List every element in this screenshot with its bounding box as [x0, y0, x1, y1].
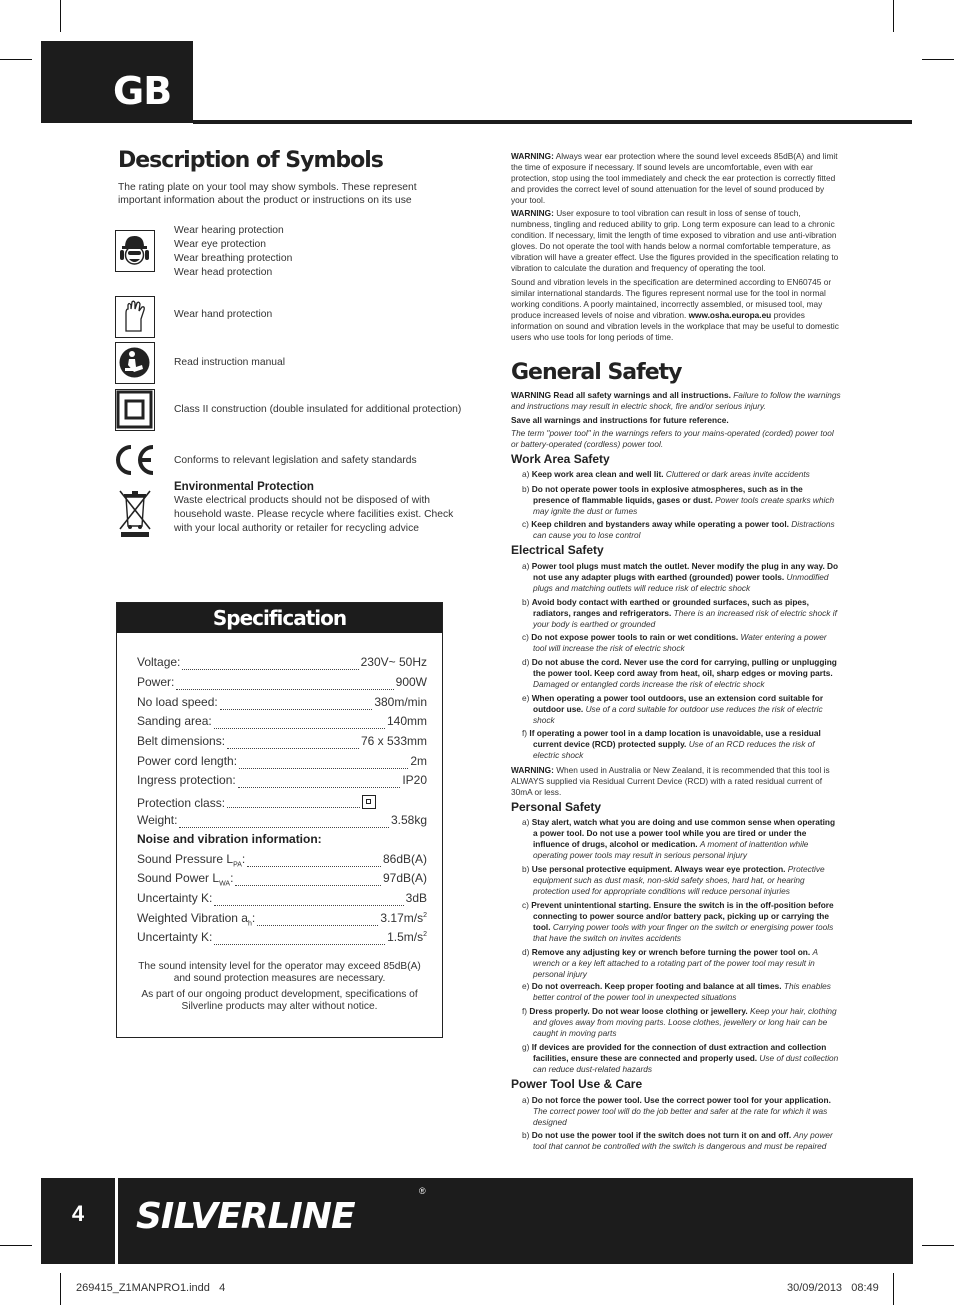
leader-dots	[214, 944, 385, 945]
item-italic: The correct power tool will do the job better and safer at the rate for which it was designed	[533, 1106, 828, 1127]
list-item	[522, 900, 840, 944]
symbols-intro: The rating plate on your tool may show symbols. These represent important information about the product or instructions on its use	[118, 182, 417, 206]
date-slug: 30/09/2013 08:49	[787, 1282, 879, 1294]
item-bold: Dress properly. Do not wear loose clothing or jewellery.	[529, 1006, 748, 1016]
item-mark: a)	[522, 561, 530, 571]
spec-label: Uncertainty K:	[137, 930, 213, 944]
symbol-line: Class II construction (double insulated for additional protection)	[174, 404, 462, 415]
warning-label: WARNING:	[511, 208, 554, 218]
spec-label-subscript: h	[247, 920, 252, 928]
crop-mark	[893, 1273, 894, 1305]
ear-protection-warning	[511, 151, 841, 206]
item-mark: f)	[522, 1006, 528, 1016]
leader-dots	[220, 709, 373, 710]
item-bold: Prevent unintentional starting. Ensure the switch is in the off-position before connecting to power source and/or battery pack, picking up or carrying the tool.	[531, 900, 834, 932]
symbols-heading: Description of Symbols	[118, 148, 383, 173]
item-italic: Use of an RCD reduces the risk of electric shock	[533, 739, 815, 760]
warning-italic: Failure to follow the warnings and instructions may result in electric shock, fire and/or serious injury.	[511, 390, 841, 411]
spec-row	[137, 871, 427, 889]
crop-mark	[893, 0, 894, 32]
spec-label-text: Weighted Vibration a	[137, 911, 248, 925]
spec-value: 76 x 533mm	[360, 734, 427, 748]
spec-label: Sanding area:	[137, 714, 212, 728]
item-bold: Power tool plugs must match the outlet. Never modify the plug in any way. Do not use any adapter plugs with earthed (grounded) power tools.	[531, 561, 839, 582]
symbol-line: Wear hearing protection	[174, 225, 284, 236]
list-item	[522, 469, 840, 480]
page-number: 4	[71, 1201, 85, 1226]
list-item	[522, 657, 840, 690]
item-bold: Do not use the power tool if the switch does not turn it on and off.	[531, 1130, 792, 1140]
list-item	[522, 693, 840, 726]
item-italic: Use of dust collection can reduce dust-related hazards	[533, 1053, 839, 1074]
item-bold: Do not expose power tools to rain or wet conditions.	[531, 632, 739, 642]
item-italic: A wrench or a key left attached to a rotating part of the power tool may result in personal injury	[533, 947, 818, 979]
item-mark: f)	[522, 728, 528, 738]
item-italic: This enables better control of the power tool in unexpected situations	[533, 981, 831, 1002]
item-mark: c)	[522, 632, 529, 642]
item-bold: Do not overreach. Keep proper footing and balance at all times.	[531, 981, 782, 991]
term-definition	[511, 428, 841, 450]
spec-value: 3.58kg	[390, 813, 427, 827]
leader-dots	[176, 689, 393, 690]
crop-mark	[0, 1245, 32, 1246]
symbol-line: Read instruction manual	[174, 357, 286, 368]
list-item	[522, 519, 840, 541]
spec-value-superscript: 2	[423, 931, 427, 938]
warning-text: When used in Australia or New Zealand, it is recommended that this tool is ALWAYS supplied via Residual Current Device (RCD) with a rated residual current of 30mA or less.	[511, 765, 830, 797]
item-mark: b)	[522, 597, 530, 607]
leader-dots	[214, 728, 385, 729]
warning-text: Always wear ear protection where the sound level exceeds 85dB(A) and limit the time of exposure if necessary. If sound levels are uncomfortable, even with ear protection, stop using the tool immediately and check the ear protection is correctly fitted and provides the correct level of sound attenuation for the level of sound produced by your tool.	[511, 151, 838, 205]
electrical-heading: Electrical Safety	[511, 543, 604, 557]
crop-mark	[60, 1273, 61, 1305]
item-italic: Damaged or entangled cords increase the risk of electric shock	[533, 679, 765, 689]
symbol-line: Wear eye protection	[174, 239, 266, 250]
personal-heading: Personal Safety	[511, 800, 602, 814]
spec-label: Belt dimensions:	[137, 734, 226, 748]
manual-icon	[115, 342, 155, 384]
general-warning	[511, 390, 841, 412]
spec-label: Uncertainty K:	[137, 891, 213, 905]
footer-bar	[41, 1178, 913, 1264]
ce-mark-icon	[112, 444, 158, 476]
spec-label-text: Sound Pressure L	[137, 852, 234, 866]
spec-label: Ingress protection:	[137, 773, 236, 787]
item-italic: Unmodified plugs and matching outlets will reduce risk of electric shock	[533, 572, 829, 593]
ppe-head-icon	[115, 230, 155, 272]
save-instructions	[511, 415, 841, 426]
spec-label	[137, 852, 245, 868]
symbol-desc-ce	[174, 454, 417, 468]
spec-value: 230V~ 50Hz	[360, 655, 427, 669]
spec-row	[137, 734, 427, 752]
spec-label: Weight:	[137, 813, 178, 827]
general-safety-heading: General Safety	[511, 360, 682, 385]
item-mark: d)	[522, 947, 530, 957]
item-italic: Protective equipment such as dust mask, non-skid safety shoes, hard hat, or hearing protection used for appropriate conditions will reduce personal injuries	[533, 864, 825, 896]
crop-mark	[0, 59, 32, 60]
spec-label: Power cord length:	[137, 754, 238, 768]
item-mark: a)	[522, 1095, 530, 1105]
sound-note: The sound intensity level for the operator may exceed 85dB(A) and sound protection measures are necessary.	[138, 961, 421, 984]
item-bold: Keep work area clean and well lit.	[531, 469, 664, 479]
symbol-desc-ppe	[174, 224, 292, 280]
list-item	[522, 484, 840, 517]
item-mark: a)	[522, 469, 530, 479]
standards-paragraph	[511, 277, 841, 343]
item-bold: Remove any adjusting key or wrench before turning the power tool on.	[531, 947, 811, 957]
spec-row	[137, 813, 427, 831]
spec-label-subscript: PA	[233, 861, 242, 869]
spec-row	[137, 793, 427, 811]
item-italic: A moment of inattention while operating power tools may result in serious personal injury	[533, 839, 809, 860]
spec-value: 380m/min	[374, 695, 427, 709]
paragraph-text: Sound and vibration levels in the specification are determined according to EN60745 or similar international standards. The figures represent normal use for the tool in normal working conditions. A poorly maintained, incorrectly assembled, or misused tool, may produce increased levels of noise and vibration.	[511, 277, 832, 320]
spec-label-colon: :	[251, 911, 256, 925]
list-item	[522, 561, 840, 594]
symbol-line: with your local authority or retailer for recycling advice	[174, 523, 419, 534]
item-bold: Avoid body contact with earthed or grounded surfaces, such as pipes, radiators, ranges and refrigerators.	[531, 597, 809, 618]
spec-label: Voltage:	[137, 655, 181, 669]
tool-use-heading: Power Tool Use & Care	[511, 1077, 643, 1091]
warning-label: WARNING:	[511, 151, 554, 161]
symbol-desc-manual	[174, 356, 285, 370]
item-bold: Use personal protective equipment. Always wear eye protection.	[531, 864, 786, 874]
weee-bin-icon	[117, 488, 153, 538]
item-italic: Power tools create sparks which may ignite the dust or fumes	[533, 495, 835, 516]
language-code: GB	[113, 69, 172, 113]
header-rule	[193, 120, 912, 124]
registered-mark: ®	[419, 1186, 426, 1196]
spec-value: 86dB(A)	[382, 852, 427, 866]
warning-label: WARNING:	[511, 765, 554, 775]
item-italic: Water entering a power tool will increase the risk of electric shock	[533, 632, 827, 653]
item-bold: If devices are provided for the connection of dust extraction and collection facilities, ensure these are connected and properly used.	[531, 1042, 827, 1063]
list-item	[522, 1042, 840, 1075]
class-ii-icon	[115, 389, 155, 431]
footer-divider	[115, 1178, 118, 1264]
spec-label-colon: :	[230, 871, 234, 885]
item-mark: d)	[522, 657, 530, 667]
crop-mark	[922, 59, 954, 60]
vibration-warning	[511, 208, 841, 274]
list-item	[522, 1130, 840, 1152]
item-bold: Do not operate power tools in explosive atmospheres, such as in the presence of flammable liquids, gases or dust.	[531, 484, 803, 505]
symbol-line: Wear head protection	[174, 267, 273, 278]
item-mark: a)	[522, 817, 530, 827]
item-italic: Any power tool that cannot be controlled with the switch is dangerous and must be repaired	[533, 1130, 833, 1151]
item-mark: e)	[522, 981, 530, 991]
spec-label: No load speed:	[137, 695, 218, 709]
item-bold: Do not force the power tool. Use the correct power tool for your application.	[531, 1095, 831, 1105]
list-item	[522, 632, 840, 654]
item-italic: Distractions can cause you to lose control	[533, 519, 835, 540]
leader-dots	[235, 885, 381, 886]
work-area-heading: Work Area Safety	[511, 452, 610, 466]
item-mark: g)	[522, 1042, 530, 1052]
save-text: Save all warnings and instructions for future reference.	[511, 415, 729, 425]
brand-logo: SILVERLINE	[136, 1196, 355, 1237]
item-mark: c)	[522, 900, 529, 910]
leader-dots	[227, 807, 360, 808]
leader-dots	[182, 669, 358, 670]
item-italic: Keep your hair, clothing and gloves away from moving parts. Loose clothes, jewellery or long hair can be caught in moving parts	[533, 1006, 837, 1038]
list-item	[522, 817, 840, 861]
item-italic: There is an increased risk of electric shock if your body is earthed or grounded	[533, 608, 837, 629]
glove-icon	[115, 296, 155, 338]
list-item	[522, 1095, 840, 1128]
symbol-desc-gloves	[174, 308, 272, 322]
list-item	[522, 947, 840, 980]
item-italic: Carrying power tools with your finger on the switch or energising power tools that have the switch on invites accidents	[533, 922, 834, 943]
item-bold: Keep children and bystanders away while operating a power tool.	[531, 519, 789, 529]
spec-label: Protection class:	[137, 796, 226, 810]
spec-row	[137, 655, 427, 673]
spec-row	[137, 930, 427, 948]
symbol-line: Wear breathing protection	[174, 253, 293, 264]
spec-label-text: Sound Power L	[137, 871, 220, 885]
leader-dots	[247, 866, 381, 867]
item-bold: When operating a power tool outdoors, use an extension cord suitable for outdoor use.	[531, 693, 824, 714]
spec-row	[137, 773, 427, 791]
spec-value-text: 1.5m/s	[387, 930, 424, 944]
spec-label	[137, 911, 255, 927]
noise-heading: Noise and vibration information:	[137, 832, 322, 846]
symbol-line: Waste electrical products should not be disposed of with	[174, 495, 431, 506]
warning-bold: WARNING Read all safety warnings and all instructions.	[511, 390, 731, 400]
spec-value: 2m	[410, 754, 427, 768]
item-mark: b)	[522, 484, 530, 494]
list-item	[522, 981, 840, 1003]
spec-label-subscript: WA	[219, 880, 231, 888]
specification-panel	[116, 602, 443, 1038]
symbol-desc-weee	[174, 480, 453, 536]
symbol-line: household waste. Please recycle where facilities exist. Check	[174, 509, 454, 520]
spec-row	[137, 911, 427, 929]
class-ii-icon	[362, 795, 376, 809]
spec-value	[380, 911, 427, 925]
spec-value-superscript: 2	[423, 912, 427, 919]
spec-row	[137, 714, 427, 732]
spec-value-text: 3.17m/s	[380, 911, 424, 925]
specification-heading: Specification	[117, 603, 442, 633]
spec-row	[137, 754, 427, 772]
paragraph-text: provides information on sound and vibration levels in the workplace that may be useful to domestic users who use tools for long periods of time.	[511, 310, 839, 342]
spec-label: Power:	[137, 675, 175, 689]
spec-label	[137, 871, 233, 887]
list-item	[522, 597, 840, 630]
spec-row	[137, 891, 427, 909]
item-mark: c)	[522, 519, 529, 529]
spec-row	[137, 852, 427, 870]
osha-link[interactable]: www.osha.europa.eu	[688, 310, 772, 320]
list-item	[522, 1006, 840, 1039]
symbol-desc-class-ii	[174, 403, 461, 417]
environment-heading: Environmental Protection	[174, 481, 314, 493]
spec-value	[387, 930, 427, 944]
leader-dots	[227, 748, 359, 749]
item-italic: Cluttered or dark areas invite accidents	[665, 469, 810, 479]
symbol-line: Wear hand protection	[174, 309, 273, 320]
leader-dots	[238, 787, 401, 788]
spec-row	[137, 695, 427, 713]
crop-mark	[922, 1245, 954, 1246]
item-bold: Stay alert, watch what you are doing and use common sense when operating a power tool. Do not use a power tool while you are tired or under the influence of drugs, alcohol or medication.	[531, 817, 836, 849]
crop-mark	[60, 0, 61, 32]
spec-value: 3dB	[405, 891, 427, 905]
spec-value: IP20	[402, 773, 427, 787]
warning-text: User exposure to tool vibration can result in loss of sense of touch, numbness, tingling and reduced ability to grip. Long term exposure can lead to a chronic condition. If necessary, limit the length of time exposed to vibration and use anti-vibration gloves. Do not operate the tool with hands below a normal comfortable temperature, as vibration will have a greater effect. Use the figures provided in the specification relating to vibration to calculate the duration and frequency of operating the tool.	[511, 208, 839, 273]
spec-value: 97dB(A)	[382, 871, 427, 885]
leader-dots	[179, 827, 389, 828]
item-bold: If operating a power tool in a damp location is unavoidable, use a residual current device (RCD) protected supply.	[529, 728, 821, 749]
spec-change-note: As part of our ongoing product development, specifications of Silverline products may alter without notice.	[141, 989, 418, 1012]
file-slug: 269415_Z1MANPRO1.indd 4	[76, 1282, 226, 1294]
spec-value: 900W	[395, 675, 427, 689]
item-mark: e)	[522, 693, 530, 703]
spec-value: 140mm	[386, 714, 427, 728]
item-mark: b)	[522, 864, 530, 874]
term-text: The term "power tool" in the warnings refers to your mains-operated (corded) power tool or battery-operated (cordless) power tool.	[511, 428, 834, 449]
list-item	[522, 864, 840, 897]
spec-label-colon: :	[241, 852, 246, 866]
spec-row	[137, 675, 427, 693]
language-tab	[41, 41, 193, 123]
leader-dots	[239, 768, 408, 769]
list-item	[522, 728, 840, 761]
leader-dots	[257, 925, 378, 926]
item-mark: b)	[522, 1130, 530, 1140]
symbol-line: Conforms to relevant legislation and safety standards	[174, 455, 417, 466]
item-bold: Do not abuse the cord. Never use the cord for carrying, pulling or unplugging the power tool. Keep cord away from heat, oil, sharp edges or moving parts.	[531, 657, 837, 678]
leader-dots	[214, 905, 403, 906]
rcd-warning	[511, 765, 841, 798]
item-italic: Use of a cord suitable for outdoor use reduces the risk of electric shock	[533, 704, 823, 725]
